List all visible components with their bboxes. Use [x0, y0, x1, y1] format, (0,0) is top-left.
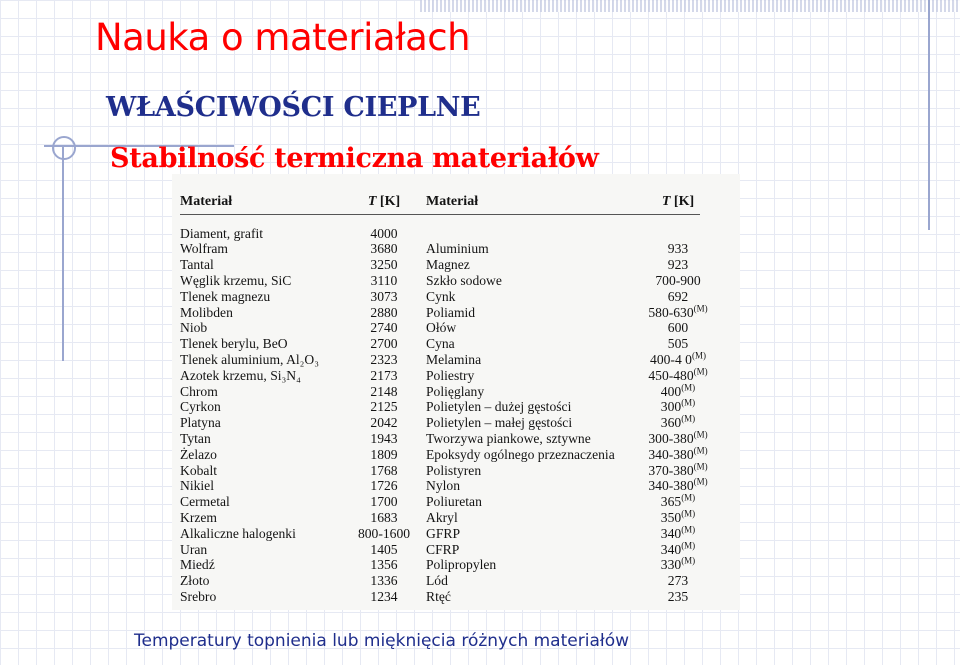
- table-row: [180, 226, 718, 242]
- cell-temp-left: [352, 494, 416, 510]
- cell-temp-right: [638, 257, 718, 273]
- cell-temp-right: [638, 573, 718, 589]
- cell-material-right-text: Szkło sodowe: [426, 272, 502, 288]
- cell-temp-left-text: 3680: [370, 241, 398, 257]
- cell-material-right: [416, 336, 638, 352]
- cell-temp-left: [352, 352, 416, 368]
- cell-material-right: [416, 399, 638, 415]
- cell-temp-left-text: 2148: [370, 383, 398, 399]
- cell-temp-left-text: 1683: [370, 509, 398, 525]
- cell-material-left: [180, 289, 352, 305]
- cell-temp-left-text: 2042: [370, 415, 398, 431]
- cell-material-left: [180, 447, 352, 463]
- table-row: [180, 399, 718, 415]
- cell-material-right-text: Nylon: [426, 478, 460, 494]
- cell-temp-right: [638, 384, 718, 400]
- decorative-vertical-line-right: [928, 0, 930, 230]
- cell-material-left: [180, 273, 352, 289]
- cell-material-right-text: Polistyren: [426, 462, 482, 478]
- top-decorative-band: [420, 0, 960, 12]
- cell-material-left-text: Miedź: [180, 557, 215, 573]
- cell-temp-right-text: 360: [660, 415, 682, 431]
- slide-subheading: Stabilność termiczna materiałów: [110, 143, 599, 174]
- cell-material-right-text: Tworzywa piankowe, sztywne: [426, 430, 591, 446]
- cell-temp-right-superscript: (M): [693, 303, 708, 314]
- header-material-right: Materiał: [426, 194, 479, 209]
- cell-temp-right: [638, 589, 718, 605]
- table-row: [180, 305, 718, 321]
- cell-material-left: [180, 557, 352, 573]
- header-temp-right: T [K]: [661, 194, 695, 209]
- table-row: [180, 478, 718, 494]
- cell-temp-left: [352, 589, 416, 605]
- cell-temp-left-text: 1234: [370, 588, 398, 604]
- cell-material-right: [416, 463, 638, 479]
- cell-temp-left: [352, 557, 416, 573]
- cell-temp-right-text: 580-630: [648, 304, 694, 320]
- cell-temp-right-text: 340: [660, 541, 682, 557]
- cell-material-right: [416, 478, 638, 494]
- cell-temp-right: [638, 510, 718, 526]
- cell-material-left-text: Cermetal: [180, 494, 230, 510]
- cell-temp-right-superscript: (M): [693, 461, 708, 472]
- cell-temp-right: [638, 320, 718, 336]
- table-row: [180, 289, 718, 305]
- cell-material-left-text: Tantal: [180, 257, 214, 273]
- cell-material-right: [416, 368, 638, 384]
- cell-temp-right-text: 400-4 0: [650, 351, 692, 367]
- table-row: [180, 494, 718, 510]
- cell-material-left-text: Diament, grafit: [180, 225, 264, 241]
- cell-material-left-text: Srebro: [180, 588, 217, 604]
- cell-material-right: [416, 510, 638, 526]
- cell-temp-left: [352, 415, 416, 431]
- cell-material-left: [180, 478, 352, 494]
- cell-material-left-text: Węglik krzemu, SiC: [180, 272, 292, 288]
- table-header-row: [180, 194, 718, 210]
- table-row: [180, 336, 718, 352]
- cell-material-left: [180, 399, 352, 415]
- cell-temp-right-superscript: (M): [693, 476, 708, 487]
- cell-temp-right: [638, 226, 718, 242]
- cell-temp-left: [352, 368, 416, 384]
- cell-material-left: [180, 526, 352, 542]
- cell-material-left: [180, 573, 352, 589]
- cell-temp-right: [638, 478, 718, 494]
- cell-temp-left-text: 1943: [370, 430, 398, 446]
- cell-material-right: [416, 542, 638, 558]
- cell-material-right-text: GFRP: [426, 525, 461, 541]
- cell-temp-right-superscript: (M): [681, 492, 696, 503]
- cell-temp-right: [638, 305, 718, 321]
- slide-caption: Temperatury topnienia lub mięknięcia różnych materiałów: [134, 631, 629, 651]
- cell-material-right: [416, 257, 638, 273]
- cell-material-left-text: Złoto: [180, 573, 210, 589]
- cell-temp-left: [352, 384, 416, 400]
- cell-material-left-text: Nikiel: [180, 478, 214, 494]
- cell-material-left-text: Wolfram: [180, 241, 228, 257]
- cell-temp-right-text: 273: [667, 573, 689, 589]
- cell-temp-right-text: 300: [660, 399, 682, 415]
- cell-temp-left: [352, 399, 416, 415]
- decorative-circle: [52, 136, 76, 160]
- cell-material-left: [180, 384, 352, 400]
- cell-material-left-text: Alkaliczne halogenki: [180, 525, 296, 541]
- cell-material-left: [180, 352, 352, 368]
- header-material-left: Materiał: [180, 194, 233, 209]
- cell-material-right-text: Cyna: [426, 336, 455, 352]
- cell-temp-right-text: 340: [660, 525, 682, 541]
- cell-material-right-text: Polipropylen: [426, 557, 497, 573]
- cell-temp-right-text: 330: [660, 557, 682, 573]
- cell-material-left: [180, 226, 352, 242]
- cell-temp-right-superscript: (M): [681, 413, 696, 424]
- cell-material-right-text: Epoksydy ogólnego przeznaczenia: [426, 446, 615, 462]
- cell-temp-right-superscript: (M): [681, 540, 696, 550]
- cell-material-left: [180, 305, 352, 321]
- cell-temp-right-text: 365: [660, 494, 682, 510]
- cell-temp-right: [638, 273, 718, 289]
- cell-temp-right-text: 300-380: [648, 430, 694, 446]
- cell-material-right: [416, 431, 638, 447]
- table-row: [180, 526, 718, 542]
- cell-material-left: [180, 336, 352, 352]
- cell-material-right: [416, 273, 638, 289]
- cell-temp-right-superscript: (M): [681, 382, 696, 393]
- cell-material-left: [180, 415, 352, 431]
- cell-temp-left-text: 2700: [370, 336, 398, 352]
- cell-temp-right-superscript: (M): [681, 508, 696, 519]
- cell-temp-left-text: 2880: [370, 304, 398, 320]
- cell-temp-left: [352, 542, 416, 558]
- slide-title: Nauka o materiałach: [95, 16, 471, 59]
- cell-temp-right: [638, 368, 718, 384]
- cell-material-right-text: Akryl: [426, 509, 458, 525]
- cell-material-left: [180, 257, 352, 273]
- cell-material-left: [180, 431, 352, 447]
- cell-material-right: [416, 494, 638, 510]
- cell-material-left-text: Tytan: [180, 430, 211, 446]
- cell-temp-right: [638, 542, 718, 558]
- table-row: [180, 542, 718, 558]
- cell-temp-right-text: 600: [667, 320, 689, 336]
- table-row: [180, 368, 718, 384]
- cell-temp-left-text: 1336: [370, 573, 398, 589]
- cell-temp-left: [352, 336, 416, 352]
- cell-material-right-text: Poliestry: [426, 367, 475, 383]
- table-row: [180, 384, 718, 400]
- cell-material-right-text: Polietylen – małej gęstości: [426, 415, 573, 431]
- table-row: [180, 241, 718, 257]
- table-row: [180, 273, 718, 289]
- cell-temp-left-text: 2173: [370, 367, 398, 383]
- cell-temp-left: [352, 526, 416, 542]
- cell-material-right: [416, 241, 638, 257]
- cell-temp-left-text: 3250: [370, 257, 398, 273]
- cell-temp-left-text: 1726: [370, 478, 398, 494]
- cell-temp-right-text: 350: [660, 509, 682, 525]
- cell-material-right-text: CFRP: [426, 541, 460, 557]
- cell-material-left-text: Uran: [180, 541, 208, 557]
- cell-material-left-text: Platyna: [180, 415, 221, 431]
- scanned-table-image: [172, 174, 740, 610]
- cell-temp-left: [352, 510, 416, 526]
- cell-temp-right: [638, 526, 718, 542]
- cell-temp-right-superscript: (M): [693, 366, 708, 377]
- cell-material-left: [180, 320, 352, 336]
- cell-material-right: [416, 526, 638, 542]
- cell-material-right-text: Polięglany: [426, 383, 485, 399]
- cell-material-left: [180, 589, 352, 605]
- cell-material-right: [416, 226, 638, 242]
- cell-temp-left-text: 1809: [370, 446, 398, 462]
- cell-material-right-text: Lód: [426, 573, 448, 589]
- cell-temp-left: [352, 320, 416, 336]
- cell-material-left-text: Azotek krzemu, Si₃N₄: [180, 367, 301, 383]
- cell-temp-right: [638, 399, 718, 415]
- cell-temp-left: [352, 273, 416, 289]
- cell-temp-right-text: 235: [667, 588, 689, 604]
- cell-material-left-text: Kobalt: [180, 462, 217, 478]
- cell-material-right: [416, 589, 638, 605]
- cell-temp-left: [352, 241, 416, 257]
- cell-temp-left: [352, 257, 416, 273]
- cell-temp-left: [352, 478, 416, 494]
- cell-material-right: [416, 557, 638, 573]
- cell-temp-left: [352, 463, 416, 479]
- cell-temp-right-text: 505: [667, 336, 689, 352]
- cell-material-left: [180, 510, 352, 526]
- cell-material-right: [416, 415, 638, 431]
- table-row: [180, 415, 718, 431]
- cell-temp-left-text: 2740: [370, 320, 398, 336]
- slide-heading: WŁAŚCIWOŚCI CIEPLNE: [106, 92, 481, 123]
- table-row: [180, 573, 718, 589]
- table-row: [180, 463, 718, 479]
- cell-temp-left: [352, 289, 416, 305]
- cell-temp-left-text: 2125: [370, 399, 398, 415]
- cell-material-left-text: Krzem: [180, 509, 217, 525]
- cell-temp-right-text: 933: [667, 241, 689, 257]
- cell-temp-left-text: 1768: [370, 462, 398, 478]
- cell-material-right: [416, 447, 638, 463]
- cell-temp-right: [638, 336, 718, 352]
- cell-temp-right: [638, 557, 718, 573]
- cell-material-left: [180, 463, 352, 479]
- cell-temp-left: [352, 447, 416, 463]
- cell-temp-right-text: 370-380: [648, 462, 694, 478]
- cell-material-right-text: Cynk: [426, 288, 456, 304]
- cell-material-left-text: Tlenek berylu, BeO: [180, 336, 288, 352]
- cell-material-right-text: Ołów: [426, 320, 457, 336]
- cell-temp-left: [352, 305, 416, 321]
- cell-material-left-text: Tlenek magnezu: [180, 288, 271, 304]
- header-temp-left: T [K]: [367, 194, 401, 209]
- cell-material-right: [416, 320, 638, 336]
- cell-temp-right-superscript: (M): [691, 350, 706, 361]
- cell-material-right-text: Poliamid: [426, 304, 476, 320]
- cell-temp-left: [352, 431, 416, 447]
- cell-material-right-text: Magnez: [426, 257, 470, 273]
- cell-temp-right-text: 400: [660, 383, 682, 399]
- cell-material-left: [180, 542, 352, 558]
- cell-material-right-text: Melamina: [426, 351, 482, 367]
- cell-temp-left-text: 1356: [370, 557, 398, 573]
- cell-temp-left-text: 3073: [370, 288, 398, 304]
- cell-temp-left-text: 1405: [370, 541, 398, 557]
- cell-temp-right-superscript: (M): [693, 445, 708, 456]
- table-row: [180, 257, 718, 273]
- cell-material-left: [180, 241, 352, 257]
- cell-material-left-text: Molibden: [180, 304, 233, 320]
- cell-temp-right-text: 340-380: [648, 478, 694, 494]
- table-row: [180, 589, 718, 605]
- table-row: [180, 320, 718, 336]
- cell-temp-right-text: 700-900: [655, 272, 701, 288]
- cell-temp-right-superscript: (M): [693, 429, 708, 440]
- cell-material-left-text: Żelazo: [180, 446, 217, 462]
- cell-temp-left-text: 4000: [370, 225, 398, 241]
- cell-temp-right-text: 340-380: [648, 446, 694, 462]
- table-row: [180, 510, 718, 526]
- cell-material-left-text: Niob: [180, 320, 208, 336]
- cell-temp-left-text: 3110: [370, 272, 398, 288]
- cell-material-right: [416, 352, 638, 368]
- cell-material-right: [416, 384, 638, 400]
- cell-temp-left: [352, 226, 416, 242]
- cell-temp-right-superscript: (M): [681, 524, 696, 535]
- cell-temp-right-superscript: (M): [681, 397, 696, 408]
- cell-material-right-text: Aluminium: [426, 241, 489, 257]
- cell-temp-right-superscript: (M): [681, 555, 696, 566]
- cell-material-left-text: Cyrkon: [180, 399, 221, 415]
- cell-temp-right-text: 923: [667, 257, 689, 273]
- table-row: [180, 447, 718, 463]
- cell-material-right: [416, 573, 638, 589]
- table-row: [180, 352, 718, 368]
- cell-temp-left: [352, 573, 416, 589]
- cell-temp-right: [638, 494, 718, 510]
- cell-temp-right-text: 692: [667, 288, 689, 304]
- cell-material-left-text: Chrom: [180, 383, 218, 399]
- melting-points-table: [180, 194, 718, 605]
- cell-material-left: [180, 494, 352, 510]
- cell-material-left: [180, 368, 352, 384]
- cell-temp-right: [638, 241, 718, 257]
- cell-material-right-text: Poliuretan: [426, 494, 482, 510]
- cell-temp-right-text: 450-480: [648, 367, 694, 383]
- table-row: [180, 431, 718, 447]
- cell-material-right: [416, 289, 638, 305]
- cell-material-right-text: Polietylen – dużej gęstości: [426, 399, 572, 415]
- cell-temp-left-text: 2323: [370, 351, 398, 367]
- cell-material-right: [416, 305, 638, 321]
- decorative-vertical-line-left: [62, 146, 64, 361]
- cell-material-left-text: Tlenek aluminium, Al₂O₃: [180, 351, 319, 367]
- cell-material-right-text: Rtęć: [426, 588, 451, 604]
- cell-temp-left-text: 1700: [370, 494, 398, 510]
- cell-temp-left-text: 800-1600: [357, 525, 411, 541]
- table-row: [180, 557, 718, 573]
